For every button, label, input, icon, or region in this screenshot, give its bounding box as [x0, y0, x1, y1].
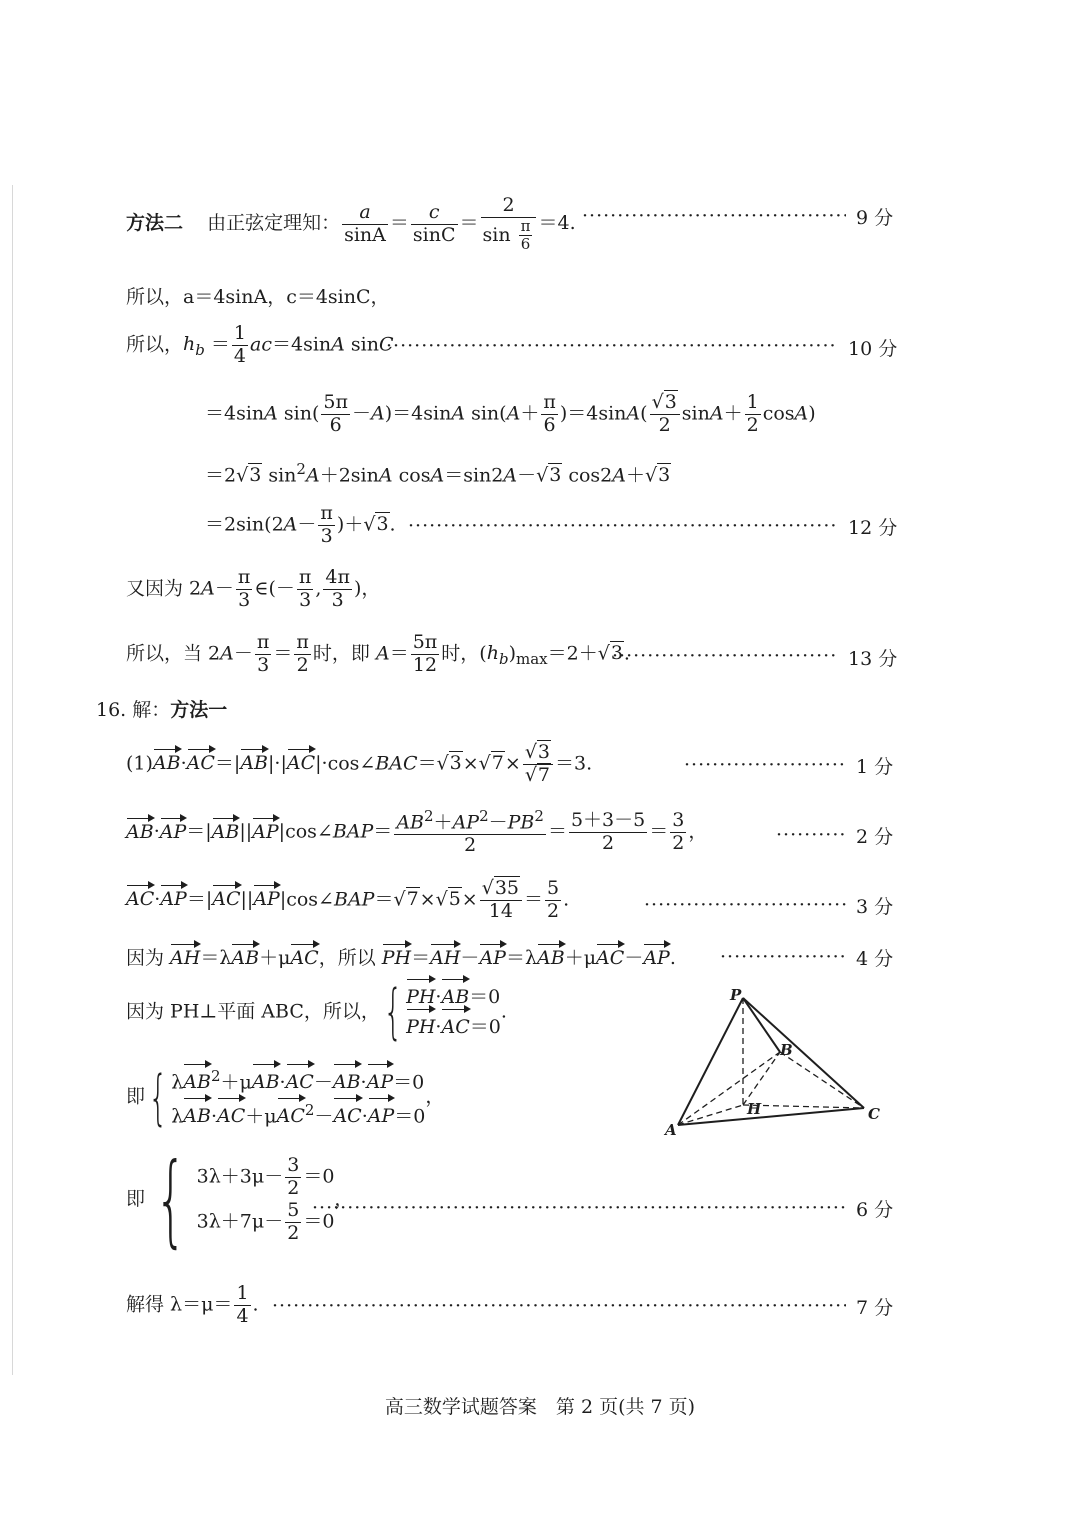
score-9: 9 分: [856, 207, 894, 229]
step-range: 又因为 2A－ $\frac{\pi}{3}$ ∈(－ $\frac{\pi}{3}$ , $\frac{4\pi}{3}$ )，: [126, 566, 381, 611]
label-b: B: [780, 1041, 793, 1059]
edge-bc-hidden: [780, 1052, 864, 1108]
q16-system1-prefix: 即: [126, 1085, 146, 1108]
q16-part1-prefix: (1): [126, 752, 153, 775]
q16-perp-text: 因为 PH⊥平面 ABC，所以，: [126, 1000, 380, 1023]
q16-part1: (1)AB·AC＝|AB|·|AC|·cos∠BAC＝√3×√7× $\frac{√3}{√7}$ ＝3.: [126, 741, 593, 786]
pyramid-figure: [650, 980, 890, 1140]
segment-hb: [743, 1052, 780, 1105]
step-range-prefix: 又因为: [126, 577, 190, 600]
score-10: 10 分: [848, 338, 898, 360]
q16-system2: 即{ 3λ＋3μ－ $\frac{3}{2}$ ＝0 3λ＋7μ－ $\frac{5}{2}$ ＝0 ，: [126, 1141, 354, 1258]
dot-leader: [776, 824, 846, 846]
step-max-prefix: 所以，当: [126, 642, 209, 665]
q16-ac-ap: AC·AP＝|AC||AP|cos∠BAP＝√7×√5× $\frac{√35}{14}$ ＝ $\frac{5}{2}$ .: [126, 877, 570, 922]
score-7: 7 分: [856, 1297, 894, 1319]
label-p: P: [730, 986, 742, 1004]
edge-pb: [743, 998, 780, 1052]
q16-solution-prefix: 解得 λ＝μ＝: [126, 1293, 233, 1316]
dot-leader: [720, 946, 846, 968]
method2-intro: 由正弦定理知：: [207, 212, 341, 235]
method2-line: [126, 195, 576, 253]
q16-solution: 解得 λ＝μ＝ $\frac{1}{4}$ .: [126, 1282, 259, 1327]
score-13: 13 分: [848, 648, 898, 670]
q16-heading: [96, 695, 227, 722]
edge-pa: [678, 998, 743, 1125]
step-max: 所以，当 2A－ $\frac{\pi}{3}$ ＝ $\frac{\pi}{2}$ 时，即 A＝ $\frac{5\pi}{12}$ 时，$(h_b)_{max}=2+√3$.: [126, 631, 630, 676]
dot-leader: [312, 1197, 846, 1219]
step-hb-prefix: 所以，: [126, 333, 184, 356]
step-expansion-1: ＝4sinA sin( $\frac{5\pi}{6}$ －A)＝4sinA sin(A＋ $\frac{\pi}{6}$ )＝4sinA( $\frac{√3}{2}$ sinA＋ $\frac{1}{2}$ cosA): [205, 391, 816, 436]
q16-ah-text1: 因为: [126, 947, 171, 969]
step-hb: 所以，$h_b$ ＝ $\frac{1}{4}$ ac＝4sinA sinC: [126, 322, 394, 367]
edge-pc: [743, 998, 864, 1108]
step-a-c: 所以，a＝4sinA，c＝4sinC，: [126, 286, 390, 308]
step-expansion-3: ＝2sin(2A－ $\frac{\pi}{3}$ )＋√3.: [205, 502, 396, 547]
dot-leader: [582, 205, 846, 227]
label-a: A: [665, 1121, 677, 1139]
q16-system2-prefix: 即: [126, 1188, 146, 1210]
score-2: 2 分: [856, 826, 894, 848]
dot-leader: [408, 515, 838, 537]
q16-ab-ap: AB·AP＝|AB||AP|cos∠BAP＝ $\frac{AB^2+AP^2-PB^2}{2}$ ＝ $\frac{5+3-5}{2}$ ＝ $\frac{3}{2}$ ，: [126, 807, 708, 857]
page-edge: [12, 185, 13, 1375]
q16-method: 方法一: [170, 699, 228, 721]
sine-rule-formula: $\frac{a}{\sin A}$ ＝ $\frac{c}{\sin C}$ ＝ 2 sin $\frac{\pi}{6}$ ＝4.: [344, 194, 576, 254]
q16-perp: 因为 PH⊥平面 ABC，所以，{ PH·AB＝0 PH·AC＝0 .: [126, 977, 507, 1048]
dot-leader: [272, 1295, 846, 1317]
q16-ah-text2: ，所以: [318, 947, 382, 969]
label-h: H: [747, 1100, 762, 1118]
score-1: 1 分: [856, 756, 894, 778]
score-3: 3 分: [856, 896, 894, 918]
edge-ab-hidden: [678, 1052, 780, 1125]
label-c: C: [868, 1105, 880, 1123]
page-footer: 高三数学试题答案 第 2 页(共 7 页): [384, 1396, 696, 1418]
score-6: 6 分: [856, 1199, 894, 1221]
edge-ac: [678, 1108, 864, 1125]
dot-leader: [612, 645, 838, 667]
method2-label: 方法二: [126, 212, 184, 235]
dot-leader: [386, 335, 836, 357]
q16-ah: 因为 AH＝λAB＋μAC，所以 PH＝AH－AP＝λAB＋μAC－AP.: [126, 947, 676, 969]
step-expansion-2: ＝2√3 $\sin^2A+2\sin A$ cosA＝sin2A－√3 cos2A＋√3: [205, 460, 671, 487]
q16-label: 16. 解：: [96, 699, 171, 721]
dot-leader: [684, 754, 846, 776]
dot-leader: [644, 894, 846, 916]
q16-system1: 即{ λAB$^2$＋μAB·AC－AB·AP＝0 λAB·AC＋μAC$^2$－AC·AP＝0 ，: [126, 1062, 445, 1133]
score-12: 12 分: [848, 517, 898, 539]
score-4: 4 分: [856, 948, 894, 970]
